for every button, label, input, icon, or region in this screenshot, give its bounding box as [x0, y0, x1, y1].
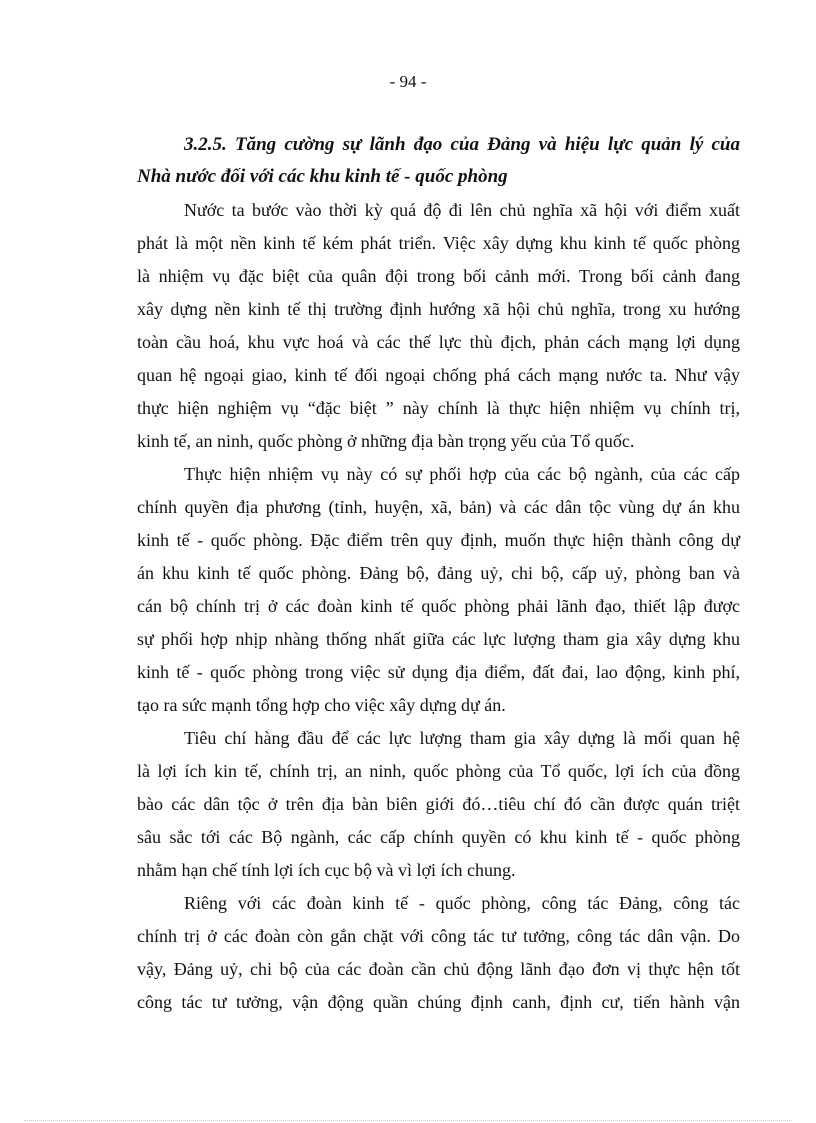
section-heading-line-2: Nhà nước đối với các khu kinh tế - quốc phòng	[137, 166, 508, 187]
text-line: kinh tế - quốc phòng. Đặc điểm trên quy định, muốn thực hiện thành công dự	[137, 530, 740, 550]
text-line: nhằm hạn chế tính lợi ích cục bộ và vì lợi ích chung.	[137, 860, 516, 880]
text-line: Riêng với các đoàn kinh tế - quốc phòng, công tác Đảng, công tác	[184, 893, 740, 913]
text-line: bào các dân tộc ở trên địa bàn biên giới đó…tiêu chí đó cần được quán triệt	[137, 794, 740, 814]
text-line: Thực hiện nhiệm vụ này có sự phối hợp của các bộ ngành, của các cấp	[184, 464, 740, 484]
section-heading-line-1: 3.2.5. Tăng cường sự lãnh đạo của Đảng và hiệu lực quản lý của	[184, 134, 740, 155]
text-line: Nước ta bước vào thời kỳ quá độ đi lên chủ nghĩa xã hội với điểm xuất	[184, 200, 740, 220]
text-line: xây dựng nền kinh tế thị trường định hướng xã hội chủ nghĩa, trong xu hướng	[137, 299, 740, 319]
text-line: chính trị ở các đoàn còn gắn chặt với công tác tư tưởng, công tác dân vận. Do	[137, 926, 740, 946]
paragraph	[137, 458, 740, 722]
text-line: chính quyền địa phương (tỉnh, huyện, xã, bản) và các dân tộc vùng dự án khu	[137, 497, 740, 517]
page-number: - 94 -	[389, 72, 427, 91]
paragraph	[137, 722, 740, 887]
section-heading	[137, 129, 740, 193]
text-line: sâu sắc tới các Bộ ngành, các cấp chính quyền có khu kinh tế - quốc phòng	[137, 827, 740, 847]
paragraph	[137, 887, 740, 1019]
text-line: toàn cầu hoá, khu vực hoá và các thế lực thù địch, phản cách mạng lợi dụng	[137, 332, 740, 352]
text-line: phát là một nền kinh tế kém phát triển. Việc xây dựng khu kinh tế quốc phòng	[137, 233, 740, 253]
text-line: cán bộ chính trị ở các đoàn kinh tế quốc phòng phải lãnh đạo, thiết lập được	[137, 596, 740, 616]
text-line: vậy, Đảng uỷ, chi bộ của các đoàn cần chủ động lãnh đạo đơn vị thực hện tốt	[137, 959, 740, 979]
footer-divider	[24, 1120, 792, 1121]
text-line: là nhiệm vụ đặc biệt của quân đội trong bối cảnh mới. Trong bối cảnh đang	[137, 266, 740, 286]
body-text	[137, 194, 740, 1019]
text-line: thực hiện nghiệm vụ “đặc biệt ” này chính là thực hiện nhiệm vụ chính trị,	[137, 398, 740, 418]
text-line: công tác tư tưởng, vận động quần chúng định canh, định cư, tiến hành vận	[137, 992, 740, 1012]
text-line: án khu kinh tế quốc phòng. Đảng bộ, đảng uỷ, chi bộ, cấp uỷ, phòng ban và	[137, 563, 740, 583]
text-line: kinh tế, an ninh, quốc phòng ở những địa bàn trọng yếu của Tổ quốc.	[137, 431, 635, 451]
text-line: là lợi ích kin tế, chính trị, an ninh, quốc phòng của Tổ quốc, lợi ích của đồng	[137, 761, 740, 781]
text-line: kinh tế - quốc phòng trong việc sử dụng địa điểm, đất đai, lao động, kinh phí,	[137, 662, 740, 682]
paragraph	[137, 194, 740, 458]
text-line: quan hệ ngoại giao, kinh tế đối ngoại chống phá cách mạng nước ta. Như vậy	[137, 365, 740, 385]
text-line: tạo ra sức mạnh tổng hợp cho việc xây dựng dự án.	[137, 695, 506, 715]
text-line: sự phối hợp nhịp nhàng thống nhất giữa các lực lượng tham gia xây dựng khu	[137, 629, 740, 649]
text-line: Tiêu chí hàng đầu để các lực lượng tham gia xây dựng là mối quan hệ	[184, 728, 740, 748]
